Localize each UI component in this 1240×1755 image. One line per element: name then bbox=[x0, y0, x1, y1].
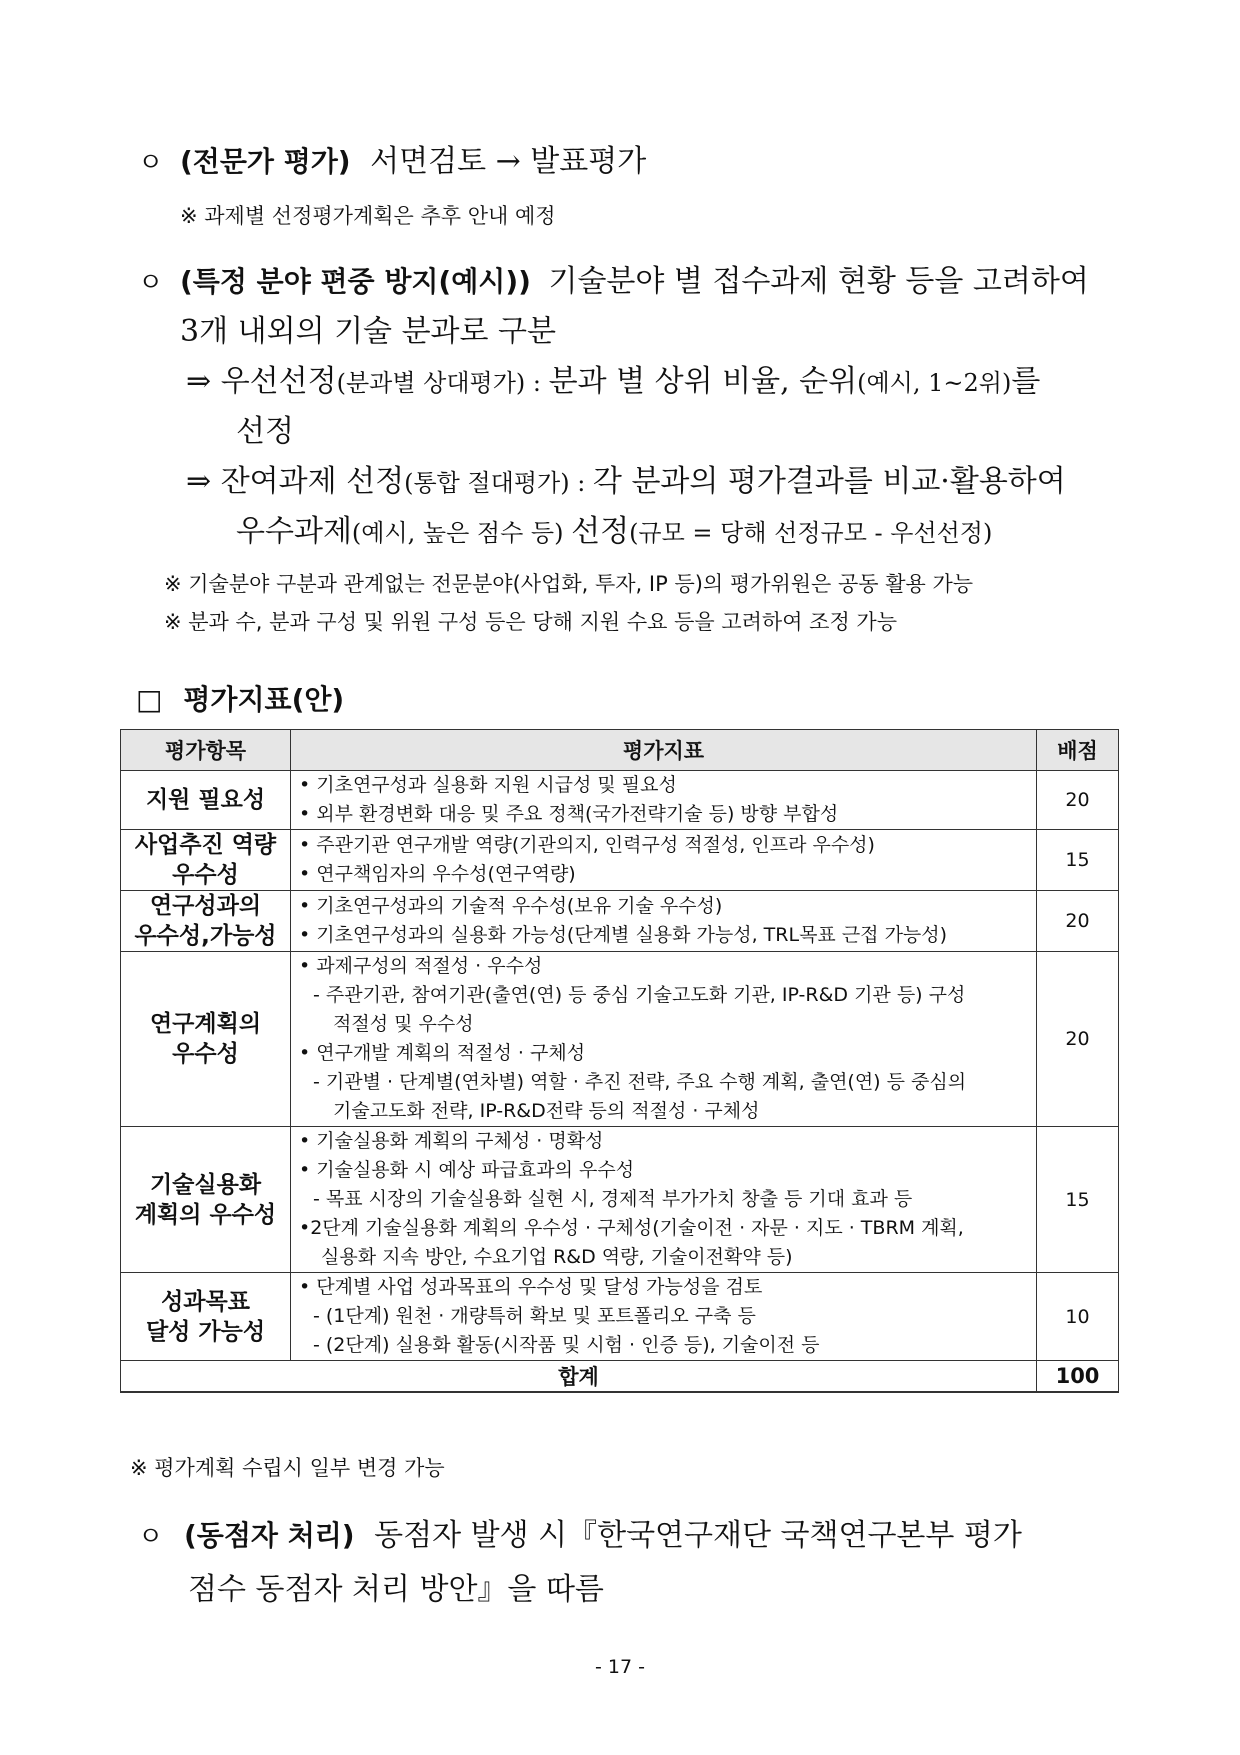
tie-line2: 점수 동점자 처리 방안』을 따름 bbox=[188, 1572, 604, 1607]
bias-note-1: ※ 기술분야 구분과 관계없는 전문분야(사업화, 투자, IP 등)의 평가위원은 공동 활용 가능 bbox=[164, 572, 974, 596]
row-indicators bbox=[291, 1127, 1037, 1273]
header-category: 평가항목 bbox=[121, 730, 291, 771]
row-category bbox=[121, 771, 291, 830]
remaining-selection-method: (통합 절대평가) : bbox=[404, 469, 593, 497]
remaining-selection-example: (예시, 높은 점수 등) bbox=[351, 519, 572, 547]
table-row bbox=[121, 952, 1119, 1127]
arrow-icon: ⇒ bbox=[186, 464, 212, 499]
priority-selection-line bbox=[186, 362, 1040, 403]
indicator-subitem: 적절성 및 우수성 bbox=[333, 1013, 474, 1035]
indicator-subitem: 기술고도화 전략, IP-R&D전략 등의 적절성 · 구체성 bbox=[333, 1100, 760, 1122]
category-line: 계획의 우수성 bbox=[134, 1201, 277, 1228]
row-category bbox=[121, 952, 291, 1127]
indicator-item: • 기술실용화 시 예상 파급효과의 우수성 bbox=[299, 1159, 635, 1181]
table-row bbox=[121, 771, 1119, 830]
category-line: 우수성 bbox=[172, 1041, 239, 1067]
indicator-item: • 기술실용화 계획의 구체성 · 명확성 bbox=[299, 1130, 604, 1152]
row-category bbox=[121, 1127, 291, 1273]
indicator-item: • 단계별 사업 성과목표의 우수성 및 달성 가능성을 검토 bbox=[299, 1276, 763, 1298]
bias-prevention-text1: 기술분야 별 접수과제 현황 등을 고려하여 bbox=[548, 264, 1089, 299]
indicator-item: • 기초연구성과의 실용화 가능성(단계별 실용화 가능성, TRL목표 근접 가능성) bbox=[299, 924, 948, 946]
bias-prevention-line2: 3개 내외의 기술 분과로 구분 bbox=[180, 314, 557, 349]
bullet-circle: ㅇ bbox=[138, 148, 164, 178]
priority-selection-criteria: 분과 별 상위 비율, 순위 bbox=[548, 364, 858, 399]
priority-selection-label: 우선선정 bbox=[220, 364, 337, 399]
row-score: 20 bbox=[1037, 891, 1119, 952]
table-row bbox=[121, 1127, 1119, 1273]
indicator-subitem: - (2단계) 실용화 활동(시작품 및 시험 · 인증 등), 기술이전 등 bbox=[313, 1334, 820, 1356]
indicator-item: • 기초연구성과의 기술적 우수성(보유 기술 우수성) bbox=[299, 895, 723, 917]
header-indicator: 평가지표 bbox=[291, 730, 1037, 771]
row-score: 10 bbox=[1037, 1273, 1119, 1361]
category-line: 달성 가능성 bbox=[145, 1318, 266, 1345]
row-category bbox=[121, 891, 291, 952]
remaining-selection-criteria: 각 분과의 평가결과를 비교·활용하여 bbox=[592, 464, 1066, 499]
row-category bbox=[121, 830, 291, 891]
category-line: 사업추진 역량 bbox=[134, 832, 277, 858]
bullet-circle: ㅇ bbox=[138, 268, 164, 298]
expert-eval-line bbox=[180, 142, 646, 182]
row-indicators bbox=[291, 1273, 1037, 1361]
table-total-row bbox=[121, 1361, 1119, 1393]
row-indicators bbox=[291, 952, 1037, 1127]
category-line: 연구계획의 bbox=[149, 1011, 262, 1037]
priority-selection-particle: 를 bbox=[1011, 364, 1041, 399]
priority-selection-method: (분과별 상대평가) : bbox=[336, 369, 549, 397]
page-number: - 17 - bbox=[595, 1656, 645, 1678]
priority-selection-example: (예시, 1~2위) bbox=[857, 369, 1012, 397]
row-score: 15 bbox=[1037, 1127, 1119, 1273]
remaining-selection-scale: (규모 = 당해 선정규모 - 우선선정) bbox=[629, 519, 993, 547]
checkbox-square-icon: □ bbox=[136, 683, 163, 716]
indicators-title: 평가지표(안) bbox=[183, 683, 345, 716]
indicator-item: • 연구책임자의 우수성(연구역량) bbox=[299, 863, 576, 885]
table-body bbox=[121, 771, 1119, 1361]
bias-note-2: ※ 분과 수, 분과 구성 및 위원 구성 등은 당해 지원 수요 등을 고려하여 조정 가능 bbox=[164, 610, 897, 634]
row-score: 20 bbox=[1037, 952, 1119, 1127]
category-line: 기술실용화 bbox=[149, 1171, 262, 1198]
remaining-selection-select: 선정 bbox=[571, 514, 630, 549]
remaining-selection-excellent: 우수과제 bbox=[236, 514, 352, 549]
row-indicators bbox=[291, 771, 1037, 830]
expert-eval-heading: (전문가 평가) bbox=[180, 145, 351, 178]
row-score: 20 bbox=[1037, 771, 1119, 830]
bias-prevention-heading: (특정 분야 편중 방지(예시)) bbox=[180, 265, 531, 298]
row-indicators bbox=[291, 891, 1037, 952]
tie-text1: 동점자 발생 시『한국연구재단 국책연구본부 평가 bbox=[374, 1518, 1022, 1553]
indicator-item: • 과제구성의 적절성 · 우수성 bbox=[299, 955, 543, 977]
category-line: 우수성 bbox=[172, 862, 239, 888]
indicator-subitem: - (1단계) 원천 · 개량특허 확보 및 포트폴리오 구축 등 bbox=[313, 1305, 756, 1327]
indicator-item: • 연구개발 계획의 적절성 · 구체성 bbox=[299, 1042, 586, 1064]
indicator-item: • 주관기관 연구개발 역량(기관의지, 인력구성 적절성, 인프라 우수성) bbox=[299, 834, 875, 856]
table-row bbox=[121, 891, 1119, 952]
remaining-selection-line bbox=[186, 462, 1066, 503]
bullet-circle: ㅇ bbox=[138, 1522, 164, 1552]
indicators-title-line bbox=[136, 678, 344, 718]
indicator-subitem: - 주관기관, 참여기관(출연(연) 등 중심 기술고도화 기관, IP-R&D 기관 등) 구성 bbox=[313, 984, 966, 1006]
indicator-item: • 기초연구성과 실용화 지원 시급성 및 필요성 bbox=[299, 774, 677, 796]
total-score: 100 bbox=[1037, 1361, 1119, 1393]
table-row bbox=[121, 1273, 1119, 1361]
indicator-subitem: 실용화 지속 방안, 수요기업 R&D 역량, 기술이전확약 등) bbox=[321, 1246, 793, 1268]
bias-prevention-line1 bbox=[180, 262, 1089, 302]
tie-line1 bbox=[184, 1516, 1022, 1556]
table-header-row bbox=[121, 730, 1119, 771]
indicator-item: • 외부 환경변화 대응 및 주요 정책(국가전략기술 등) 방향 부합성 bbox=[299, 803, 839, 825]
row-score: 15 bbox=[1037, 830, 1119, 891]
table-row bbox=[121, 830, 1119, 891]
expert-eval-text: 서면검토 → 발표평가 bbox=[370, 144, 647, 179]
category-line: 연구성과의 bbox=[149, 893, 262, 919]
category-line: 지원 필요성 bbox=[145, 787, 266, 813]
row-indicators bbox=[291, 830, 1037, 891]
indicator-subitem: - 목표 시장의 기술실용화 실현 시, 경제적 부가가치 창출 등 기대 효과 등 bbox=[313, 1188, 913, 1210]
after-table-note: ※ 평가계획 수립시 일부 변경 가능 bbox=[130, 1456, 445, 1480]
remaining-selection-label: 잔여과제 선정 bbox=[220, 464, 405, 499]
tie-heading: (동점자 처리) bbox=[184, 1519, 355, 1552]
priority-selection-cont: 선정 bbox=[236, 414, 294, 449]
category-line: 성과목표 bbox=[161, 1288, 250, 1315]
header-score: 배점 bbox=[1037, 730, 1119, 771]
indicator-subitem: - 기관별 · 단계별(연차별) 역할 · 추진 전략, 주요 수행 계획, 출연(연) 등 중심의 bbox=[313, 1071, 967, 1093]
evaluation-table bbox=[120, 729, 1119, 1393]
arrow-icon: ⇒ bbox=[186, 364, 212, 399]
remaining-selection-cont bbox=[236, 512, 992, 553]
expert-eval-note: ※ 과제별 선정평가계획은 추후 안내 예정 bbox=[180, 204, 556, 228]
row-category bbox=[121, 1273, 291, 1361]
total-label: 합계 bbox=[121, 1361, 1037, 1393]
category-line: 우수성,가능성 bbox=[134, 923, 277, 949]
indicator-item: •2단계 기술실용화 계획의 우수성 · 구체성(기술이전 · 자문 · 지도 · TBRM 계획, bbox=[299, 1217, 964, 1239]
